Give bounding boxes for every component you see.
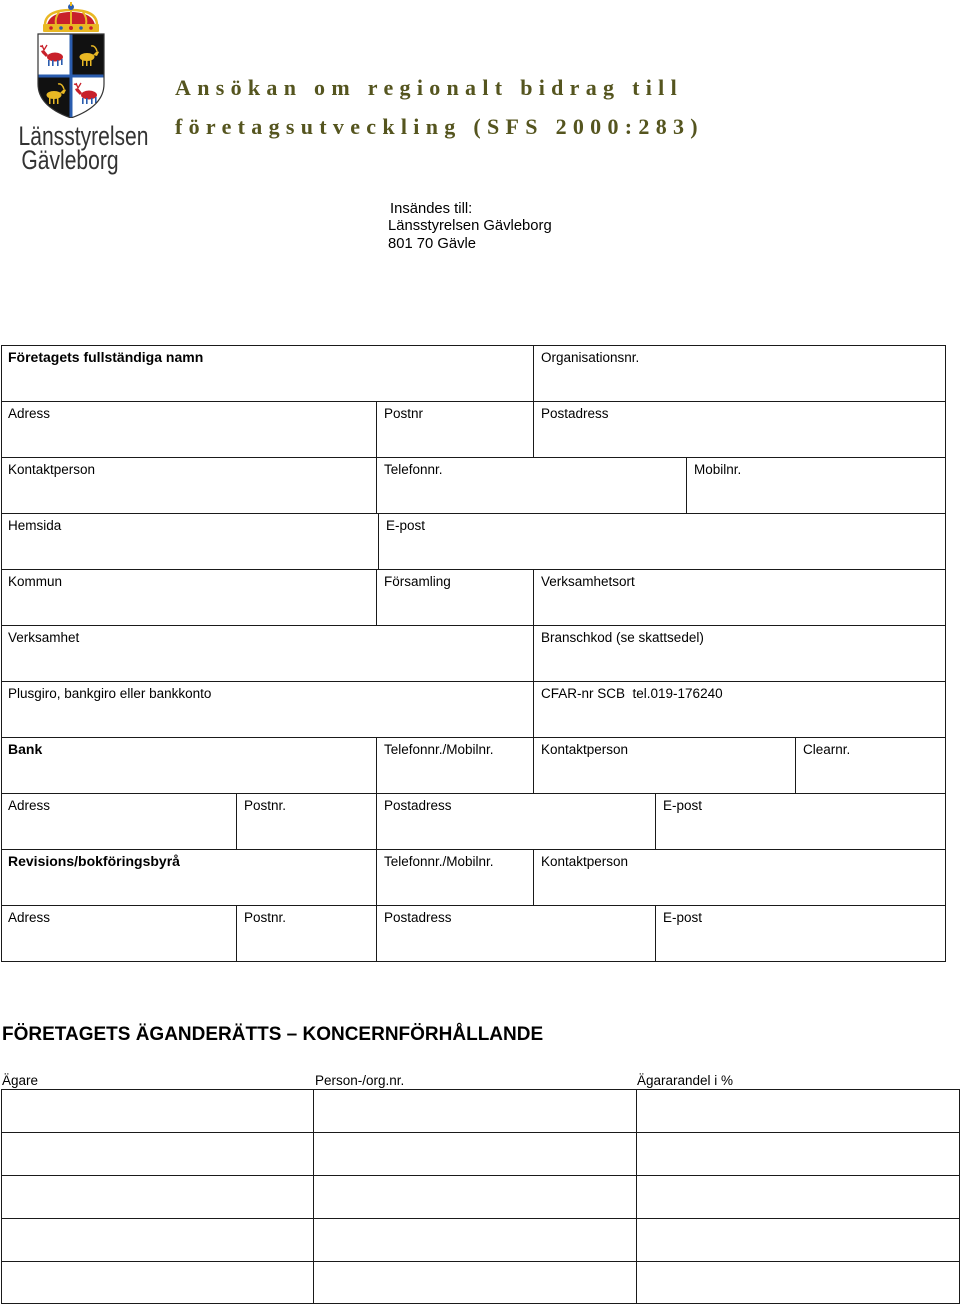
field-bank: Bank: [8, 741, 43, 757]
column-header-owner: Ägare: [2, 1073, 39, 1088]
field-bank-email: E-post: [655, 794, 945, 849]
field-mobile: Mobilnr.: [686, 458, 945, 513]
field-audit-postadress: Postadress: [376, 906, 655, 961]
field-postadress: Postadress: [533, 402, 945, 457]
form-row: [1, 401, 946, 458]
field-audit-phone: Telefonnr./Mobilnr.: [376, 850, 533, 905]
form-row: [1, 625, 946, 682]
company-form: [1, 345, 946, 962]
owner-share-cell: [636, 1219, 959, 1261]
field-municipality: Kommun: [8, 574, 63, 589]
field-audit-firm: Revisions/bokföringsbyrå: [8, 853, 180, 869]
owner-share-cell: [636, 1176, 959, 1218]
column-header-share: Ägararandel i %: [637, 1073, 734, 1088]
form-title-line-2: företagsutveckling (SFS 2000:283): [175, 114, 704, 139]
owner-id-cell: [313, 1176, 636, 1218]
field-audit-address: Adress: [8, 910, 51, 925]
field-bank-clearing-nr: Clearnr.: [795, 738, 945, 793]
owner-cell: [2, 1090, 313, 1132]
field-cfar-nr: CFAR-nr SCB tel.019-176240: [533, 682, 945, 737]
form-row: [1, 905, 946, 962]
ownership-row: [1, 1218, 960, 1262]
form-row: [1, 345, 946, 402]
owner-cell: [2, 1262, 313, 1303]
field-postnr: Postnr: [376, 402, 533, 457]
form-row: [1, 737, 946, 794]
field-audit-email: E-post: [655, 906, 945, 961]
logo-text-county: Gävleborg: [21, 145, 119, 175]
field-email: E-post: [378, 514, 945, 569]
column-header-id: Person-/org.nr.: [315, 1073, 405, 1088]
field-bank-contact-person: Kontaktperson: [533, 738, 795, 793]
form-row: [1, 513, 946, 570]
field-company-name: Företagets fullständiga namn: [8, 349, 204, 365]
send-to-postal: 801 70 Gävle: [388, 236, 477, 252]
owner-share-cell: [636, 1090, 959, 1132]
field-audit-contact-person: Kontaktperson: [533, 850, 945, 905]
field-bank-postadress: Postadress: [376, 794, 655, 849]
owner-id-cell: [313, 1133, 636, 1175]
owner-id-cell: [313, 1219, 636, 1261]
field-industry-code: Branschkod (se skattsedel): [533, 626, 945, 681]
form-row: [1, 569, 946, 626]
field-phone: Telefonnr.: [376, 458, 686, 513]
owner-share-cell: [636, 1133, 959, 1175]
field-parish: Församling: [376, 570, 533, 625]
ownership-row: [1, 1132, 960, 1176]
field-bank-phone: Telefonnr./Mobilnr.: [376, 738, 533, 793]
logo-text-agency: Länsstyrelsen: [18, 121, 149, 151]
field-bank-postnr: Postnr.: [236, 794, 376, 849]
form-row: [1, 849, 946, 906]
field-business-location: Verksamhetsort: [533, 570, 945, 625]
field-contact-person: Kontaktperson: [8, 462, 96, 477]
field-bank-address: Adress: [8, 798, 51, 813]
field-website: Hemsida: [8, 518, 62, 533]
owner-id-cell: [313, 1262, 636, 1303]
owner-cell: [2, 1133, 313, 1175]
owner-cell: [2, 1219, 313, 1261]
field-org-nr: Organisationsnr.: [533, 346, 945, 401]
field-address: Adress: [8, 406, 51, 421]
send-to-label: Insändes till:: [390, 201, 473, 217]
field-business: Verksamhet: [8, 630, 80, 645]
coat-of-arms-icon: [30, 2, 112, 118]
send-to-name: Länsstyrelsen Gävleborg: [388, 218, 552, 234]
ownership-row: [1, 1175, 960, 1219]
agency-logo: [4, 0, 149, 176]
ownership-row: [1, 1089, 960, 1133]
ownership-heading: FÖRETAGETS ÄGANDERÄTTS – KONCERNFÖRHÅLLANDE: [2, 1024, 544, 1045]
owner-id-cell: [313, 1090, 636, 1132]
owner-cell: [2, 1176, 313, 1218]
field-audit-postnr: Postnr.: [236, 906, 376, 961]
ownership-row: [1, 1261, 960, 1304]
field-giro-account: Plusgiro, bankgiro eller bankkonto: [8, 686, 212, 701]
owner-share-cell: [636, 1262, 959, 1303]
form-title-line-1: Ansökan om regionalt bidrag till: [175, 75, 684, 100]
form-row: [1, 681, 946, 738]
form-row: [1, 457, 946, 514]
form-row: [1, 793, 946, 850]
